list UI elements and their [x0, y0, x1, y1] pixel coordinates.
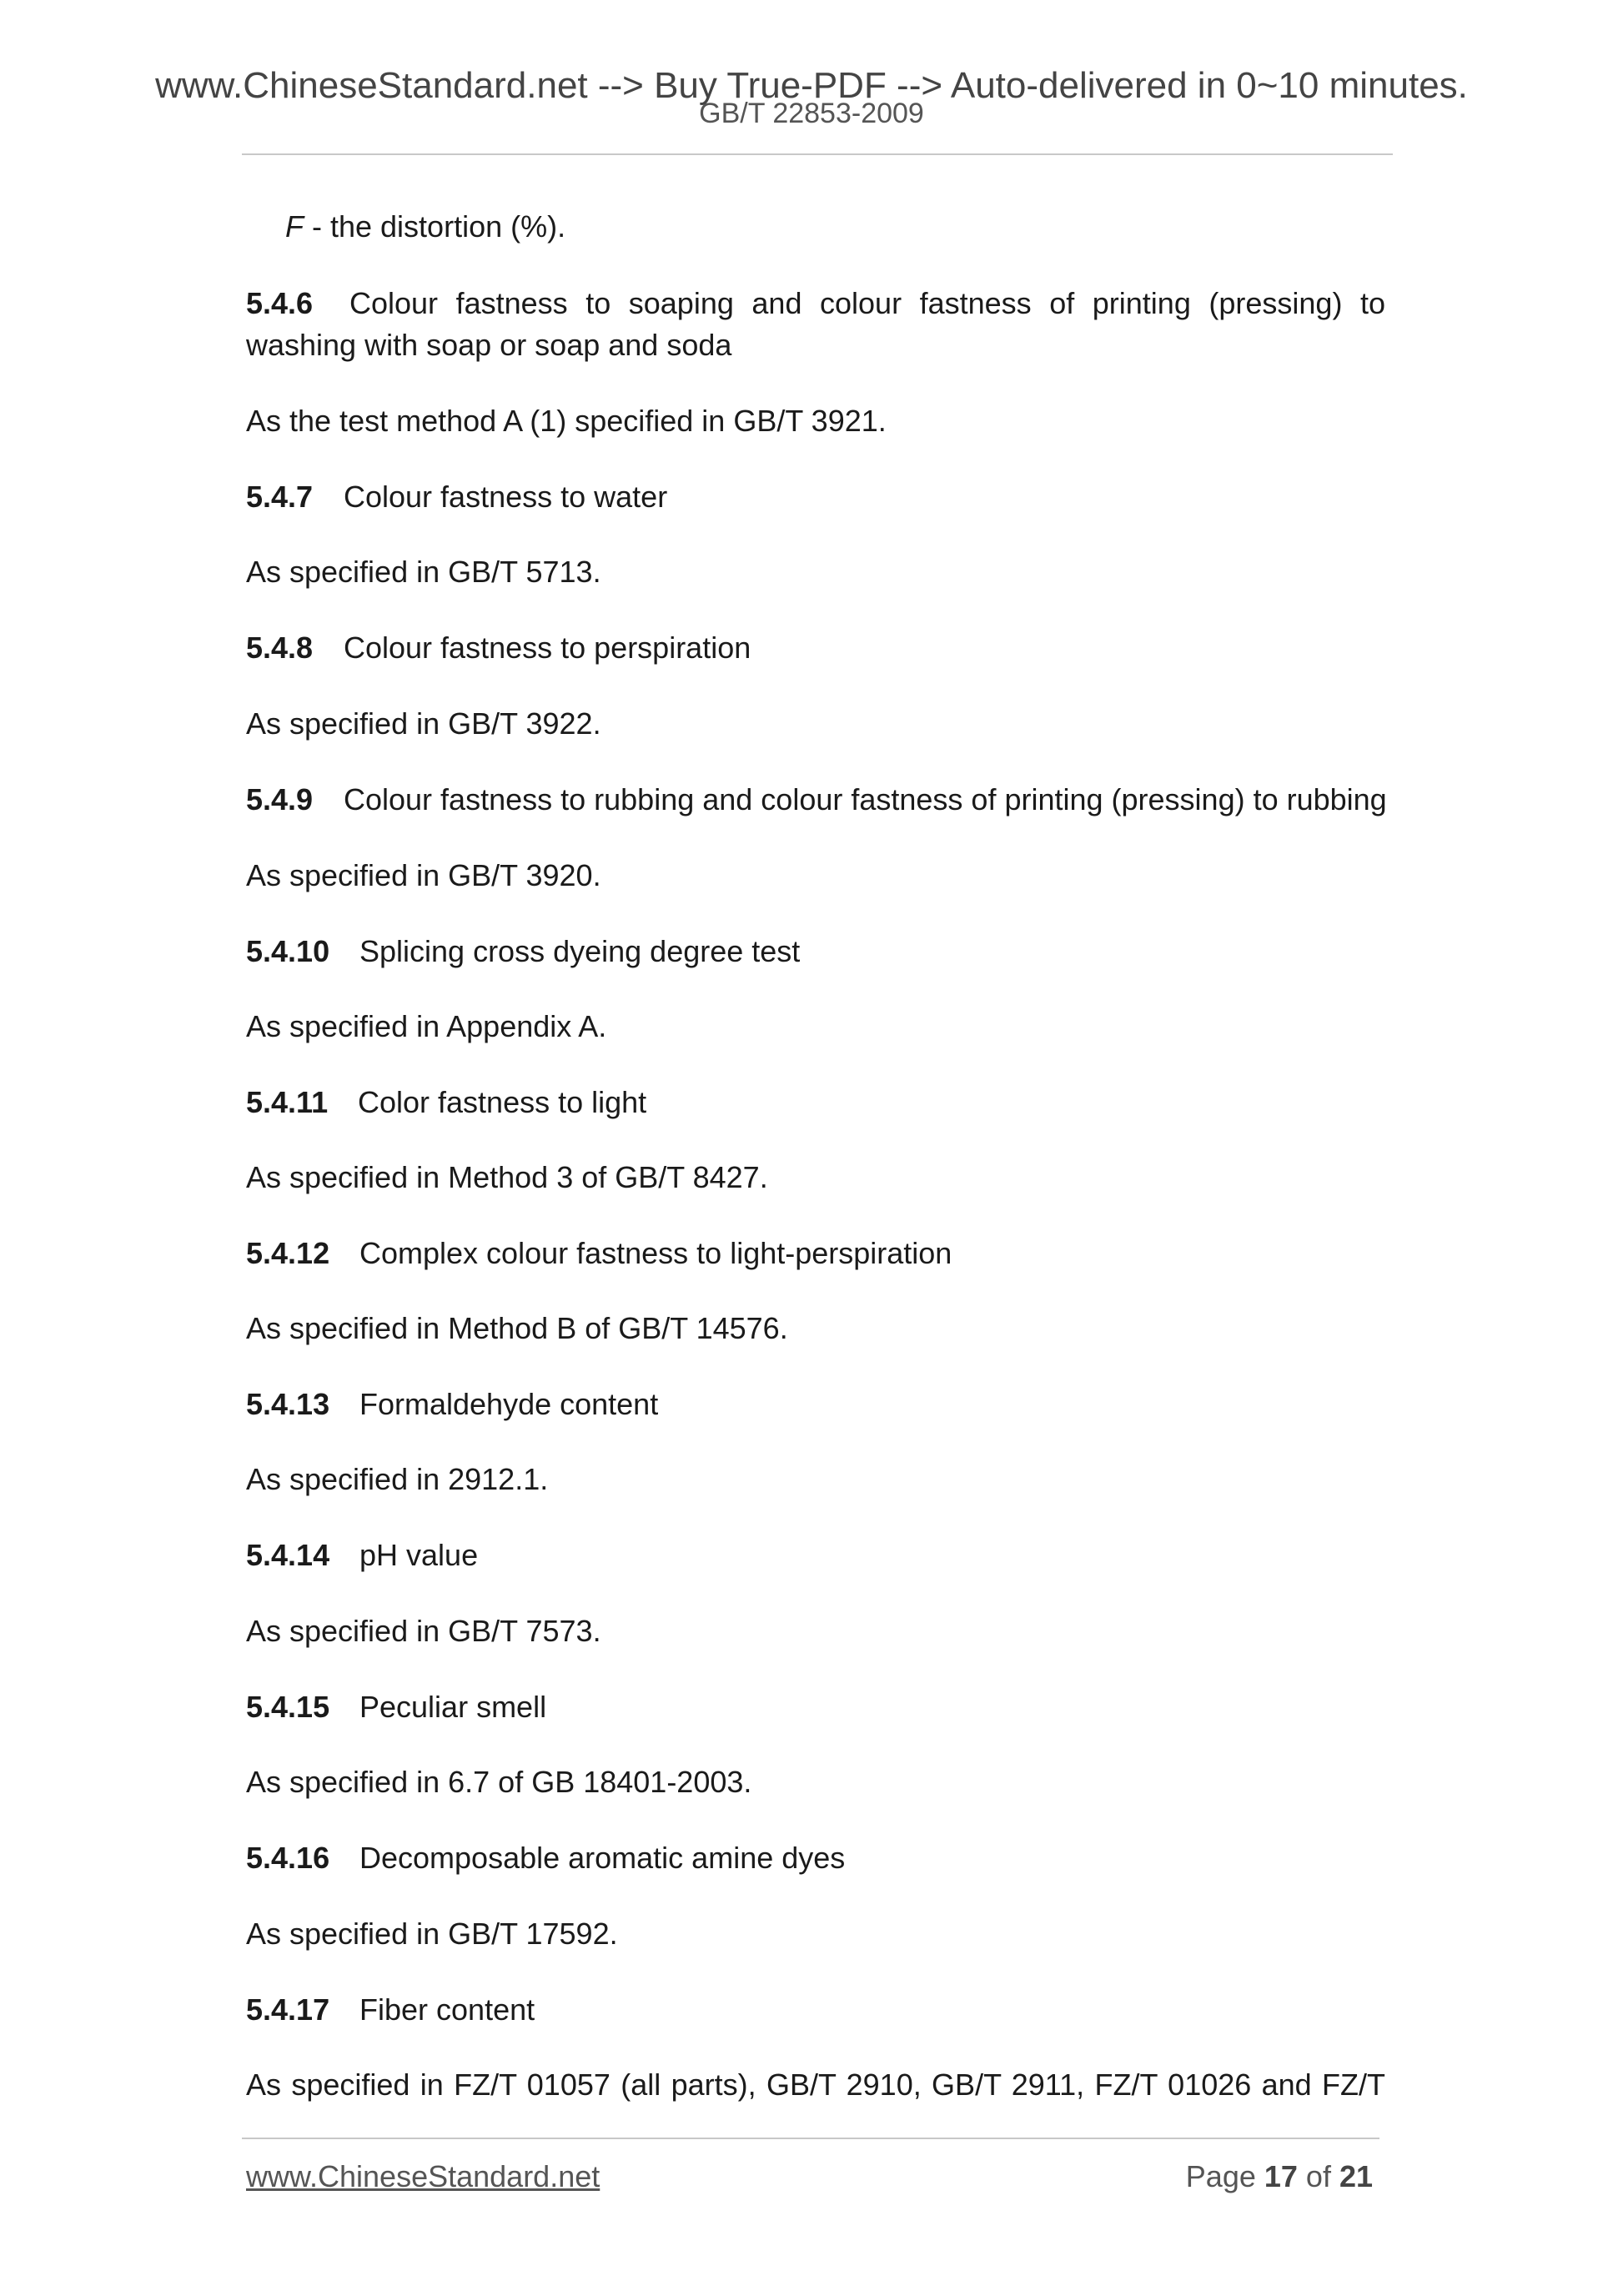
section-title: Color fastness to light: [358, 1085, 647, 1119]
header-divider: [242, 153, 1393, 155]
variable-description: - the distortion (%).: [304, 209, 566, 244]
section-body: As specified in GB/T 3922.: [246, 706, 601, 741]
section-title: Colour fastness to rubbing and colour fastness of printing (pressing) to rubbing: [344, 782, 1387, 816]
section-body: As the test method A (1) specified in GB/T 3921.: [246, 404, 887, 438]
section-body: As specified in Method 3 of GB/T 8427.: [246, 1160, 768, 1194]
section-number: 5.4.12: [246, 1236, 330, 1270]
section-title: Colour fastness to water: [344, 480, 668, 514]
variable-symbol: F: [285, 209, 304, 244]
section-body: As specified in FZ/T 01057 (all parts), GB/T 2910, GB/T 2911, FZ/T 01026 and FZ/T: [246, 2067, 1385, 2102]
footer-divider: [242, 2138, 1379, 2139]
section-number: 5.4.17: [246, 1992, 330, 2027]
section-title: Colour fastness to perspiration: [344, 631, 751, 665]
section-number: 5.4.8: [246, 631, 314, 665]
section-heading-5-4-15: [246, 1686, 1385, 1728]
section-heading-5-4-9: [246, 779, 1385, 821]
section-number: 5.4.13: [246, 1387, 330, 1421]
page-prefix: Page: [1185, 2159, 1264, 2193]
section-number: 5.4.10: [246, 934, 330, 968]
section-number: 5.4.11: [246, 1085, 329, 1119]
section-number: 5.4.9: [246, 782, 314, 816]
section-heading-5-4-6: [246, 283, 1385, 324]
footer-site-link[interactable]: www.ChineseStandard.net: [246, 2159, 600, 2193]
section-body: As specified in 2912.1.: [246, 1462, 549, 1496]
variable-definition: [285, 206, 1425, 248]
section-title: Peculiar smell: [359, 1690, 547, 1724]
section-heading-5-4-13: [246, 1384, 1385, 1425]
section-body: As specified in Method B of GB/T 14576.: [246, 1311, 788, 1345]
section-heading-5-4-14: [246, 1535, 1385, 1576]
section-title-continuation: washing with soap or soap and soda: [246, 328, 732, 362]
section-heading-5-4-7: [246, 476, 1385, 518]
section-body: As specified in GB/T 5713.: [246, 555, 601, 589]
section-body: As specified in GB/T 3920.: [246, 858, 601, 892]
page-current: 17: [1264, 2159, 1298, 2193]
site-banner: www.ChineseStandard.net --> Buy True-PDF --> Auto-delivered in 0~10 minutes.: [155, 65, 1468, 106]
section-heading-5-4-12: [246, 1233, 1385, 1274]
section-title: pH value: [359, 1538, 479, 1572]
page-indicator: [1186, 2158, 1373, 2195]
section-title: Splicing cross dyeing degree test: [359, 934, 801, 968]
section-number: 5.4.14: [246, 1538, 330, 1572]
section-body: As specified in Appendix A.: [246, 1009, 607, 1043]
section-number: 5.4.15: [246, 1690, 330, 1724]
section-body: As specified in 6.7 of GB 18401-2003.: [246, 1765, 752, 1799]
section-heading-5-4-10: [246, 931, 1385, 972]
section-title: Fiber content: [359, 1992, 535, 2027]
page-of: of: [1297, 2159, 1339, 2193]
section-heading-5-4-8: [246, 627, 1385, 669]
section-title: Complex colour fastness to light-perspiration: [359, 1236, 952, 1270]
page-total: 21: [1339, 2159, 1373, 2193]
section-heading-5-4-11: [246, 1082, 1385, 1123]
section-title: Colour fastness to soaping and colour fastness of printing (pressing) to: [349, 286, 1385, 320]
section-title: Formaldehyde content: [359, 1387, 659, 1421]
section-title: Decomposable aromatic amine dyes: [359, 1841, 846, 1875]
document-id: GB/T 22853-2009: [699, 98, 924, 129]
section-body: As specified in GB/T 7573.: [246, 1614, 601, 1648]
section-number: 5.4.16: [246, 1841, 330, 1875]
section-body: As specified in GB/T 17592.: [246, 1917, 618, 1951]
section-number: 5.4.6: [246, 286, 314, 320]
section-number: 5.4.7: [246, 480, 314, 514]
section-heading-5-4-17: [246, 1989, 1385, 2031]
section-heading-5-4-16: [246, 1837, 1385, 1879]
